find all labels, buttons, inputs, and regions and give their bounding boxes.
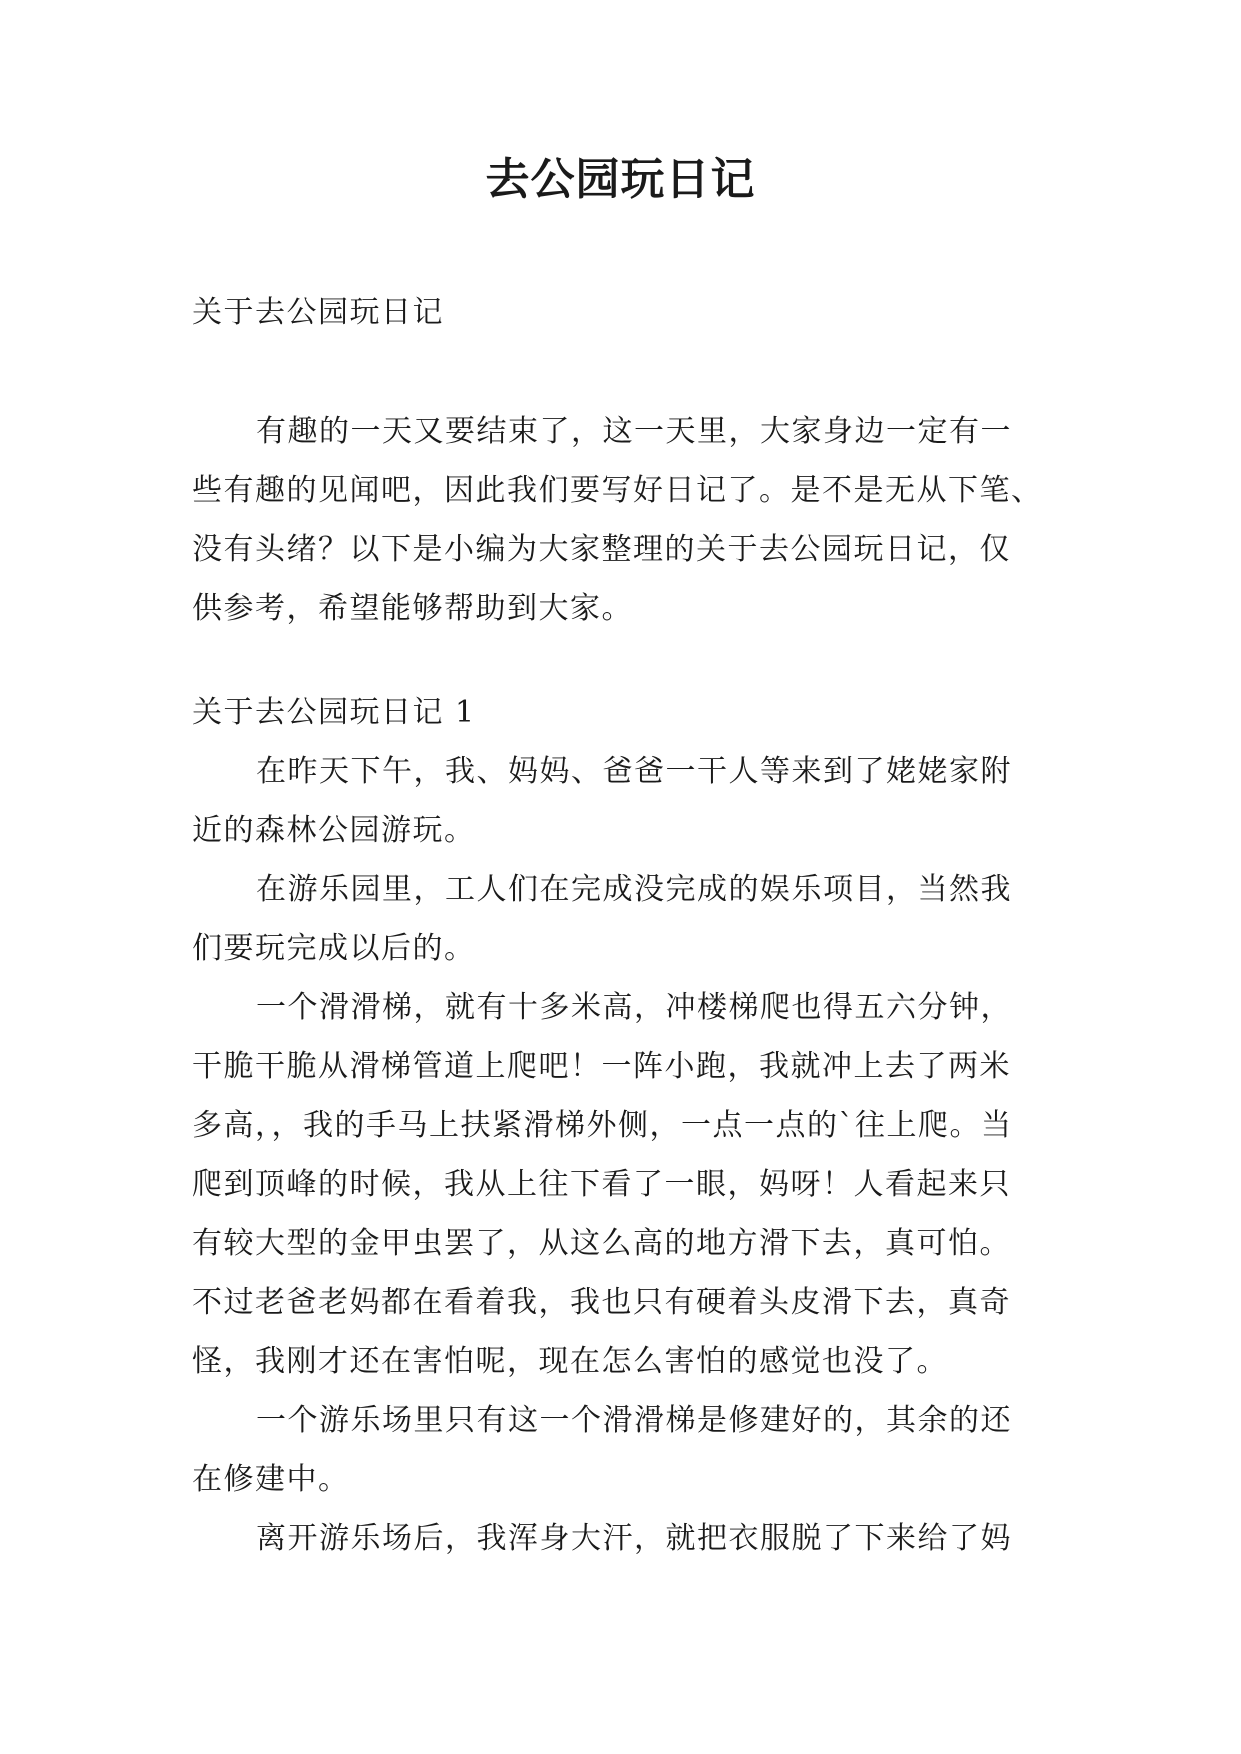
paragraph-line: 干脆干脆从滑梯管道上爬吧！一阵小跑，我就冲上去了两米 (192, 1049, 1011, 1084)
paragraph-line: 一个游乐场里只有这一个滑滑梯是修建好的，其余的还 (256, 1403, 1012, 1438)
paragraph-line: 怪，我刚才还在害怕呢，现在怎么害怕的感觉也没了。 (192, 1344, 948, 1379)
document-title: 去公园玩日记 (485, 154, 756, 205)
paragraph-line: 些有趣的见闻吧，因此我们要写好日记了。是不是无从下笔、 (192, 473, 1043, 508)
subtitle-line: 关于去公园玩日记 (192, 295, 444, 330)
paragraph-line: 爬到顶峰的时候，我从上往下看了一眼，妈呀！人看起来只 (192, 1167, 1011, 1202)
paragraph-line: 在游乐园里，工人们在完成没完成的娱乐项目，当然我 (256, 872, 1012, 907)
paragraph-line: 没有头绪？以下是小编为大家整理的关于去公园玩日记，仅 (192, 532, 1011, 567)
paragraph-line: 们要玩完成以后的。 (192, 931, 476, 966)
paragraph-line: 有趣的一天又要结束了，这一天里，大家身边一定有一 (256, 414, 1012, 449)
paragraph-line: 有较大型的金甲虫罢了，从这么高的地方滑下去，真可怕。 (192, 1226, 1011, 1261)
document-subtitle (192, 283, 1048, 342)
paragraph-line: 不过老爸老妈都在看着我，我也只有硬着头皮滑下去，真奇 (192, 1285, 1011, 1320)
paragraph-line: 近的森林公园游玩。 (192, 813, 476, 848)
paragraph-line: 供参考，希望能够帮助到大家。 (192, 591, 633, 626)
paragraph-line: 在修建中。 (192, 1462, 350, 1497)
intro-paragraph (192, 402, 1048, 638)
paragraph-line: 离开游乐场后，我浑身大汗，就把衣服脱了下来给了妈 (256, 1521, 1012, 1556)
paragraph-line: 在昨天下午，我、妈妈、爸爸一干人等来到了姥姥家附 (256, 754, 1012, 789)
paragraph-line: 一个滑滑梯，就有十多米高，冲楼梯爬也得五六分钟， (256, 990, 1012, 1025)
paragraph-line: 多高，，我的手马上扶紧滑梯外侧，一点一点的`往上爬。当 (192, 1108, 1013, 1143)
diary-section-1 (192, 683, 1048, 1568)
section-heading: 关于去公园玩日记 1 (192, 695, 476, 730)
